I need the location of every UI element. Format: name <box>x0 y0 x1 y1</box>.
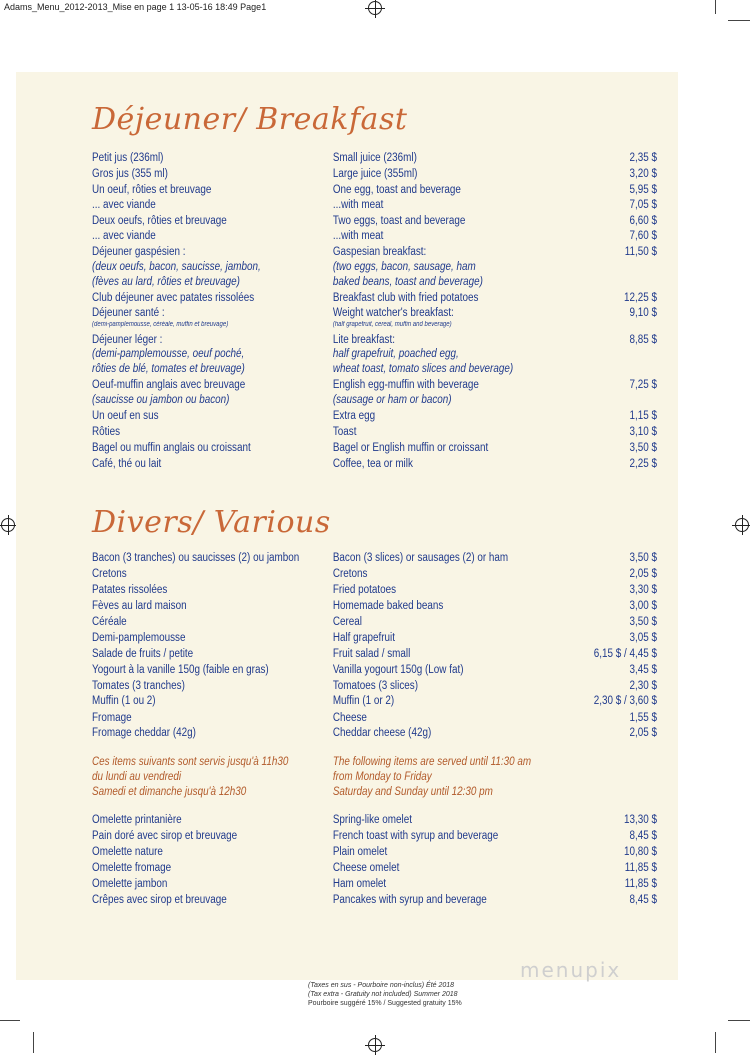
item-name-fr: Yogourt à la vanille 150g (faible en gras) <box>92 664 269 676</box>
item-price: 7,05 $ <box>629 199 658 211</box>
item-price: 3,50 $ <box>629 616 658 628</box>
item-name-fr: Oeuf-muffin anglais avec breuvage <box>92 379 246 391</box>
item-name-en: Weight watcher's breakfast: <box>332 307 454 319</box>
menu-row <box>0 292 658 308</box>
item-name-fr: Crêpes avec sirop et breuvage <box>92 894 227 906</box>
item-name-en: Cheddar cheese (42g) <box>332 727 432 739</box>
item-name-fr: Café, thé ou lait <box>92 458 162 470</box>
menu-row <box>0 600 658 616</box>
menu-row <box>0 426 658 442</box>
item-name-en: (two eggs, bacon, sausage, ham <box>332 261 476 273</box>
item-name-en: Toast <box>332 426 357 438</box>
registration-mark-right <box>735 518 749 532</box>
item-name-fr: Fromage <box>92 712 132 724</box>
item-name-en: ...with meat <box>332 199 384 211</box>
item-name-en: Half grapefruit <box>332 632 395 644</box>
item-name-en: Cereal <box>332 616 362 628</box>
item-name-fr: (fèves au lard, rôties et breuvage) <box>92 276 240 288</box>
item-price: 3,30 $ <box>629 584 658 596</box>
menu-row <box>0 814 658 830</box>
item-name-en: (sausage or ham or bacon) <box>332 394 452 406</box>
registration-mark-top <box>368 1 382 15</box>
menu-row <box>0 246 658 262</box>
menu-row-detail <box>0 394 645 410</box>
item-name-fr: Cretons <box>92 568 127 580</box>
item-price: 8,45 $ <box>629 894 658 906</box>
item-name-en: wheat toast, tomato slices and beverage) <box>332 363 514 375</box>
item-name-en: Vanilla yogourt 150g (Low fat) <box>332 664 464 676</box>
crop-mark <box>728 20 750 21</box>
item-name-en: One egg, toast and beverage <box>332 184 461 196</box>
item-name-en: Cretons <box>332 568 368 580</box>
item-price: 3,50 $ <box>629 442 658 454</box>
registration-mark-left <box>1 518 15 532</box>
item-name-en: Coffee, tea or milk <box>332 458 413 470</box>
item-name-en: Spring-like omelet <box>332 814 412 826</box>
menu-row <box>0 680 658 696</box>
item-price: 6,60 $ <box>629 215 658 227</box>
menu-row <box>0 894 658 910</box>
item-price: 3,00 $ <box>629 600 658 612</box>
item-name-fr: rôties de blé, tomates et breuvage) <box>92 363 245 375</box>
notice-row <box>0 771 645 787</box>
item-price: 7,25 $ <box>629 379 658 391</box>
item-name-fr: Samedi et dimanche jusqu'à 12h30 <box>92 786 247 798</box>
crop-mark <box>728 1020 750 1021</box>
menu-row <box>0 727 658 743</box>
item-price: 2,25 $ <box>629 458 658 470</box>
menu-row <box>0 568 658 584</box>
item-price: 7,60 $ <box>629 230 658 242</box>
item-name-fr: Gros jus (355 ml) <box>92 168 168 180</box>
menu-row <box>0 862 658 878</box>
item-price: 12,25 $ <box>624 292 658 304</box>
item-price: 11,85 $ <box>624 878 658 890</box>
item-name-en: Cheese omelet <box>332 862 400 874</box>
item-price: 2,05 $ <box>629 568 658 580</box>
item-name-en: Two eggs, toast and beverage <box>332 215 466 227</box>
item-name-fr: Omelette jambon <box>92 878 168 890</box>
item-name-fr: Pain doré avec sirop et breuvage <box>92 830 238 842</box>
menu-row <box>0 846 658 862</box>
menu-row <box>0 878 658 894</box>
item-name-en: Muffin (1 or 2) <box>332 695 395 707</box>
menu-row <box>0 442 658 458</box>
item-name-en: Fruit salad / small <box>332 648 411 660</box>
menu-row <box>0 648 658 664</box>
item-name-en: half grapefruit, poached egg, <box>332 348 459 360</box>
item-price: 13,30 $ <box>624 814 658 826</box>
footer-tax-fr: (Taxes en sus - Pourboire non-inclus) Été 2018 <box>308 982 455 989</box>
menu-row <box>0 616 658 632</box>
crop-mark <box>0 1020 20 1021</box>
item-name-en: baked beans, toast and beverage) <box>332 276 483 288</box>
item-name-en: (half grapefruit, cereal, muffin and beverage) <box>332 321 452 328</box>
footer-tax-en: (Tax extra - Gratuity not included) Summer 2018 <box>308 991 458 998</box>
item-name-en: Homemade baked beans <box>332 600 444 612</box>
item-name-en: Saturday and Sunday until 12:30 pm <box>332 786 493 798</box>
menu-row <box>0 230 658 246</box>
item-name-en: ...with meat <box>332 230 384 242</box>
crop-mark <box>715 0 716 14</box>
item-price: 1,15 $ <box>629 410 658 422</box>
menu-row-detail <box>0 363 645 379</box>
item-name-fr: Déjeuner gaspésien : <box>92 246 186 258</box>
item-name-fr: Rôties <box>92 426 121 438</box>
menu-row <box>0 184 658 200</box>
item-name-en: Tomatoes (3 slices) <box>332 680 419 692</box>
various-title: Divers/ Various <box>92 505 331 540</box>
item-price: 11,50 $ <box>624 246 658 258</box>
menu-row <box>0 712 658 728</box>
item-price: 5,95 $ <box>629 184 658 196</box>
item-name-fr: (demi-pamplemousse, oeuf poché, <box>92 348 245 360</box>
menu-row <box>0 830 658 846</box>
item-name-fr: Bacon (3 tranches) ou saucisses (2) ou jambon <box>92 552 300 564</box>
item-name-fr: Un oeuf en sus <box>92 410 159 422</box>
item-price: 2,05 $ <box>629 727 658 739</box>
item-price: 3,50 $ <box>629 552 658 564</box>
menu-row <box>0 695 658 711</box>
crop-mark <box>715 1032 716 1053</box>
item-name-fr: Omelette printanière <box>92 814 182 826</box>
item-name-fr: Omelette nature <box>92 846 163 858</box>
item-name-fr: (demi-pamplemousse, céréale, muffin et breuvage) <box>92 321 229 328</box>
item-name-en: Pancakes with syrup and beverage <box>332 894 487 906</box>
item-price: 3,10 $ <box>629 426 658 438</box>
item-price: 11,85 $ <box>624 862 658 874</box>
menu-row <box>0 152 658 168</box>
menu-row <box>0 552 658 568</box>
item-name-fr: Déjeuner léger : <box>92 334 163 346</box>
item-price: 1,55 $ <box>629 712 658 724</box>
menu-row <box>0 458 658 474</box>
item-name-en: Breakfast club with fried potatoes <box>332 292 479 304</box>
item-name-fr: Céréale <box>92 616 127 628</box>
item-name-fr: Ces items suivants sont servis jusqu'à 11h30 <box>92 756 289 768</box>
item-name-en: Extra egg <box>332 410 376 422</box>
item-name-fr: (deux oeufs, bacon, saucisse, jambon, <box>92 261 261 273</box>
menu-row <box>0 584 658 600</box>
item-price: 2,30 $ / 3,60 $ <box>593 695 658 707</box>
item-name-fr: Club déjeuner avec patates rissolées <box>92 292 255 304</box>
item-name-en: The following items are served until 11:30 am <box>332 756 532 768</box>
item-name-fr: Patates rissolées <box>92 584 168 596</box>
item-name-fr: Muffin (1 ou 2) <box>92 695 156 707</box>
registration-mark-bottom <box>368 1038 382 1052</box>
menu-row-detail <box>0 276 645 292</box>
item-name-en: from Monday to Friday <box>332 771 432 783</box>
item-price: 3,45 $ <box>629 664 658 676</box>
item-name-fr: Fromage cheddar (42g) <box>92 727 196 739</box>
item-name-en: Bagel or English muffin or croissant <box>332 442 489 454</box>
item-name-en: Bacon (3 slices) or sausages (2) or ham <box>332 552 509 564</box>
item-name-en: Cheese <box>332 712 367 724</box>
item-name-en: Lite breakfast: <box>332 334 395 346</box>
item-price: 3,05 $ <box>629 632 658 644</box>
notice-row <box>0 756 645 772</box>
item-name-fr: Salade de fruits / petite <box>92 648 194 660</box>
menu-row <box>0 379 658 395</box>
item-price: 2,30 $ <box>629 680 658 692</box>
item-price: 2,35 $ <box>629 152 658 164</box>
item-name-en: Gaspesian breakfast: <box>332 246 427 258</box>
watermark: menupix <box>520 958 622 982</box>
notice-row <box>0 786 645 802</box>
menu-row <box>0 664 658 680</box>
item-name-en: Plain omelet <box>332 846 388 858</box>
item-name-fr: (saucisse ou jambon ou bacon) <box>92 394 230 406</box>
item-price: 3,20 $ <box>629 168 658 180</box>
item-name-en: Ham omelet <box>332 878 387 890</box>
item-name-en: Small juice (236ml) <box>332 152 417 164</box>
item-name-fr: Tomates (3 tranches) <box>92 680 185 692</box>
item-name-fr: Petit jus (236ml) <box>92 152 164 164</box>
item-price: 8,45 $ <box>629 830 658 842</box>
item-name-en: French toast with syrup and beverage <box>332 830 499 842</box>
item-name-fr: ... avec viande <box>92 230 156 242</box>
menu-row-detail <box>0 348 645 364</box>
item-name-fr: Demi-pamplemousse <box>92 632 186 644</box>
breakfast-title: Déjeuner/ Breakfast <box>92 102 408 137</box>
item-name-fr: Déjeuner santé : <box>92 307 165 319</box>
item-name-en: Fried potatoes <box>332 584 397 596</box>
item-name-fr: Omelette fromage <box>92 862 172 874</box>
item-name-en: English egg-muffin with beverage <box>332 379 479 391</box>
item-price: 10,80 $ <box>624 846 658 858</box>
item-name-fr: Bagel ou muffin anglais ou croissant <box>92 442 251 454</box>
file-header: Adams_Menu_2012-2013_Mise en page 1 13-05-16 18:49 Page1 <box>4 2 267 12</box>
item-price: 6,15 $ / 4,45 $ <box>593 648 658 660</box>
item-price: 8,85 $ <box>629 334 658 346</box>
menu-row <box>0 410 658 426</box>
item-name-fr: Un oeuf, rôties et breuvage <box>92 184 212 196</box>
menu-row <box>0 632 658 648</box>
footer <box>308 981 462 1008</box>
menu-row-detail <box>0 261 645 277</box>
item-price: 9,10 $ <box>629 307 658 319</box>
item-name-fr: Fèves au lard maison <box>92 600 187 612</box>
item-name-fr: ... avec viande <box>92 199 156 211</box>
item-name-en: Large juice (355ml) <box>332 168 418 180</box>
menu-row <box>0 215 658 231</box>
crop-mark <box>33 1032 34 1053</box>
menu-row <box>0 199 658 215</box>
footer-gratuity: Pourboire suggéré 15% / Suggested gratuity 15% <box>308 1000 462 1007</box>
menu-row <box>0 168 658 184</box>
item-name-fr: Deux oeufs, rôties et breuvage <box>92 215 227 227</box>
item-name-fr: du lundi au vendredi <box>92 771 182 783</box>
